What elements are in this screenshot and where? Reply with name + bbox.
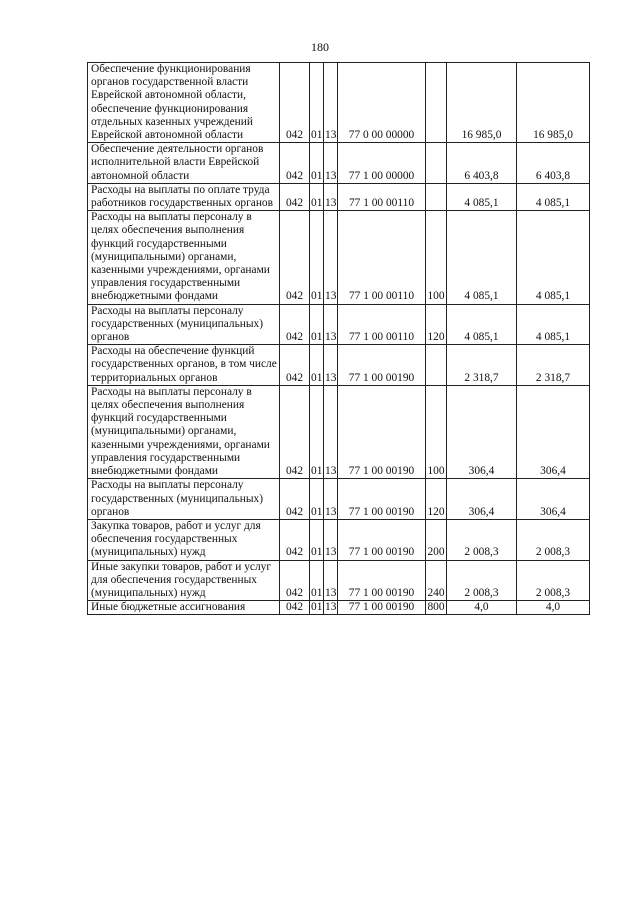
row-name: Обеспечение деятельности органов исполнительной власти Еврейской автономной области — [88, 143, 280, 184]
page-number: 180 — [311, 40, 329, 54]
row-amount-1: 306,4 — [447, 385, 517, 478]
row-target-article-code: 77 0 00 00000 — [338, 63, 426, 143]
row-amount-1: 2 008,3 — [447, 560, 517, 601]
row-target-article-code: 77 1 00 00190 — [338, 345, 426, 386]
row-amount-2: 6 403,8 — [517, 143, 590, 184]
row-subsection-code: 13 — [324, 143, 338, 184]
row-target-article-code: 77 1 00 00190 — [338, 560, 426, 601]
row-section-code: 01 — [310, 345, 324, 386]
row-target-article-code: 77 1 00 00000 — [338, 143, 426, 184]
row-subsection-code: 13 — [324, 519, 338, 560]
table-row — [88, 211, 590, 304]
row-expense-type-code: 240 — [426, 560, 447, 601]
table-row — [88, 143, 590, 184]
row-section-code: 01 — [310, 63, 324, 143]
row-expense-type-code: 800 — [427, 601, 445, 614]
row-target-article-code: 77 1 00 00190 — [338, 601, 426, 615]
row-name: Расходы на обеспечение функций государственных органов, в том числе территориальных органов — [88, 345, 280, 386]
table-row — [88, 479, 590, 520]
row-expense-type-code — [426, 183, 447, 210]
row-grbs-code: 042 — [280, 304, 310, 345]
row-amount-1: 4 085,1 — [447, 183, 517, 210]
row-amount-1: 306,4 — [447, 479, 517, 520]
row-section-code: 01 — [310, 385, 324, 478]
row-amount-2: 2 008,3 — [517, 519, 590, 560]
table-body — [88, 63, 590, 615]
row-amount-2: 4,0 — [517, 601, 590, 615]
row-name: Расходы на выплаты персоналу в целях обеспечения выполнения функций государственными (муниципальными) органами, казенными учреждениями, органами управления государственными внебюджетными фондами — [88, 385, 280, 478]
row-name: Расходы на выплаты персоналу государственных (муниципальных) органов — [88, 304, 280, 345]
row-name: Расходы на выплаты персоналу государственных (муниципальных) органов — [88, 479, 280, 520]
row-expense-type-code — [426, 345, 447, 386]
table-row — [88, 304, 590, 345]
row-amount-2: 4 085,1 — [517, 211, 590, 304]
row-section-code: 01 — [310, 143, 324, 184]
row-subsection-code: 13 — [324, 560, 338, 601]
row-section-code: 01 — [310, 519, 324, 560]
row-target-article-code: 77 1 00 00190 — [338, 479, 426, 520]
row-amount-1: 16 985,0 — [447, 63, 517, 143]
row-expense-type-code: 120 — [426, 479, 447, 520]
row-expense-type-code: 100 — [426, 385, 447, 478]
row-grbs-code: 042 — [280, 211, 310, 304]
row-subsection-code: 13 — [325, 601, 337, 614]
row-target-article-code: 77 1 00 00110 — [338, 211, 426, 304]
row-amount-2: 4 085,1 — [517, 304, 590, 345]
table-row — [88, 519, 590, 560]
row-subsection-code: 13 — [324, 211, 338, 304]
table-row — [88, 183, 590, 210]
row-expense-type-code: 100 — [426, 211, 447, 304]
row-subsection-code: 13 — [324, 385, 338, 478]
table-row — [88, 63, 590, 143]
row-amount-2: 306,4 — [517, 479, 590, 520]
row-name: Обеспечение функционирования органов государственной власти Еврейской автономной области, обеспечение функционирования отдельных казенных учреждений Еврейской автономной области — [88, 63, 280, 143]
row-subsection-code: 13 — [324, 304, 338, 345]
row-expense-type-code: 120 — [426, 304, 447, 345]
row-subsection-code: 13 — [324, 183, 338, 210]
row-target-article-code: 77 1 00 00110 — [338, 183, 426, 210]
row-expense-type-code: 200 — [426, 519, 447, 560]
row-amount-2: 2 318,7 — [517, 345, 590, 386]
row-section-code: 01 — [310, 304, 324, 345]
row-name: Закупка товаров, работ и услуг для обеспечения государственных (муниципальных) нужд — [88, 519, 280, 560]
row-section-code: 01 — [310, 183, 324, 210]
row-grbs-code: 042 — [280, 560, 310, 601]
row-section-code: 01 — [311, 601, 323, 614]
row-target-article-code: 77 1 00 00190 — [338, 385, 426, 478]
row-amount-1: 4 085,1 — [447, 211, 517, 304]
row-amount-1: 2 318,7 — [447, 345, 517, 386]
row-name: Расходы на выплаты персоналу в целях обеспечения выполнения функций государственными (муниципальными) органами, казенными учреждениями, органами управления государственными внебюджетными фондами — [88, 211, 280, 304]
row-grbs-code: 042 — [280, 479, 310, 520]
row-subsection-code: 13 — [324, 63, 338, 143]
row-name: Иные закупки товаров, работ и услуг для обеспечения государственных (муниципальных) нужд — [88, 560, 280, 601]
table-row — [88, 385, 590, 478]
table-row — [88, 560, 590, 601]
row-grbs-code: 042 — [280, 183, 310, 210]
row-expense-type-code — [426, 63, 447, 143]
row-amount-2: 4 085,1 — [517, 183, 590, 210]
row-target-article-code: 77 1 00 00110 — [338, 304, 426, 345]
row-expense-type-code — [426, 143, 447, 184]
row-grbs-code: 042 — [280, 345, 310, 386]
row-grbs-code: 042 — [280, 601, 310, 615]
table-row — [88, 601, 590, 615]
row-target-article-code: 77 1 00 00190 — [338, 519, 426, 560]
row-name: Иные бюджетные ассигнования — [88, 601, 280, 615]
row-section-code: 01 — [310, 560, 324, 601]
budget-table — [87, 62, 590, 615]
row-grbs-code: 042 — [280, 385, 310, 478]
row-amount-2: 16 985,0 — [517, 63, 590, 143]
row-section-code: 01 — [310, 211, 324, 304]
row-amount-2: 306,4 — [517, 385, 590, 478]
row-amount-1: 6 403,8 — [447, 143, 517, 184]
row-amount-1: 4,0 — [447, 601, 517, 615]
table-row — [88, 345, 590, 386]
row-subsection-code: 13 — [324, 345, 338, 386]
row-amount-1: 2 008,3 — [447, 519, 517, 560]
row-amount-1: 4 085,1 — [447, 304, 517, 345]
row-grbs-code: 042 — [280, 143, 310, 184]
row-amount-2: 2 008,3 — [517, 560, 590, 601]
row-section-code: 01 — [310, 479, 324, 520]
row-grbs-code: 042 — [280, 519, 310, 560]
row-name: Расходы на выплаты по оплате труда работников государственных органов — [88, 183, 280, 210]
row-grbs-code: 042 — [280, 63, 310, 143]
row-subsection-code: 13 — [324, 479, 338, 520]
budget-table-container — [87, 62, 589, 615]
